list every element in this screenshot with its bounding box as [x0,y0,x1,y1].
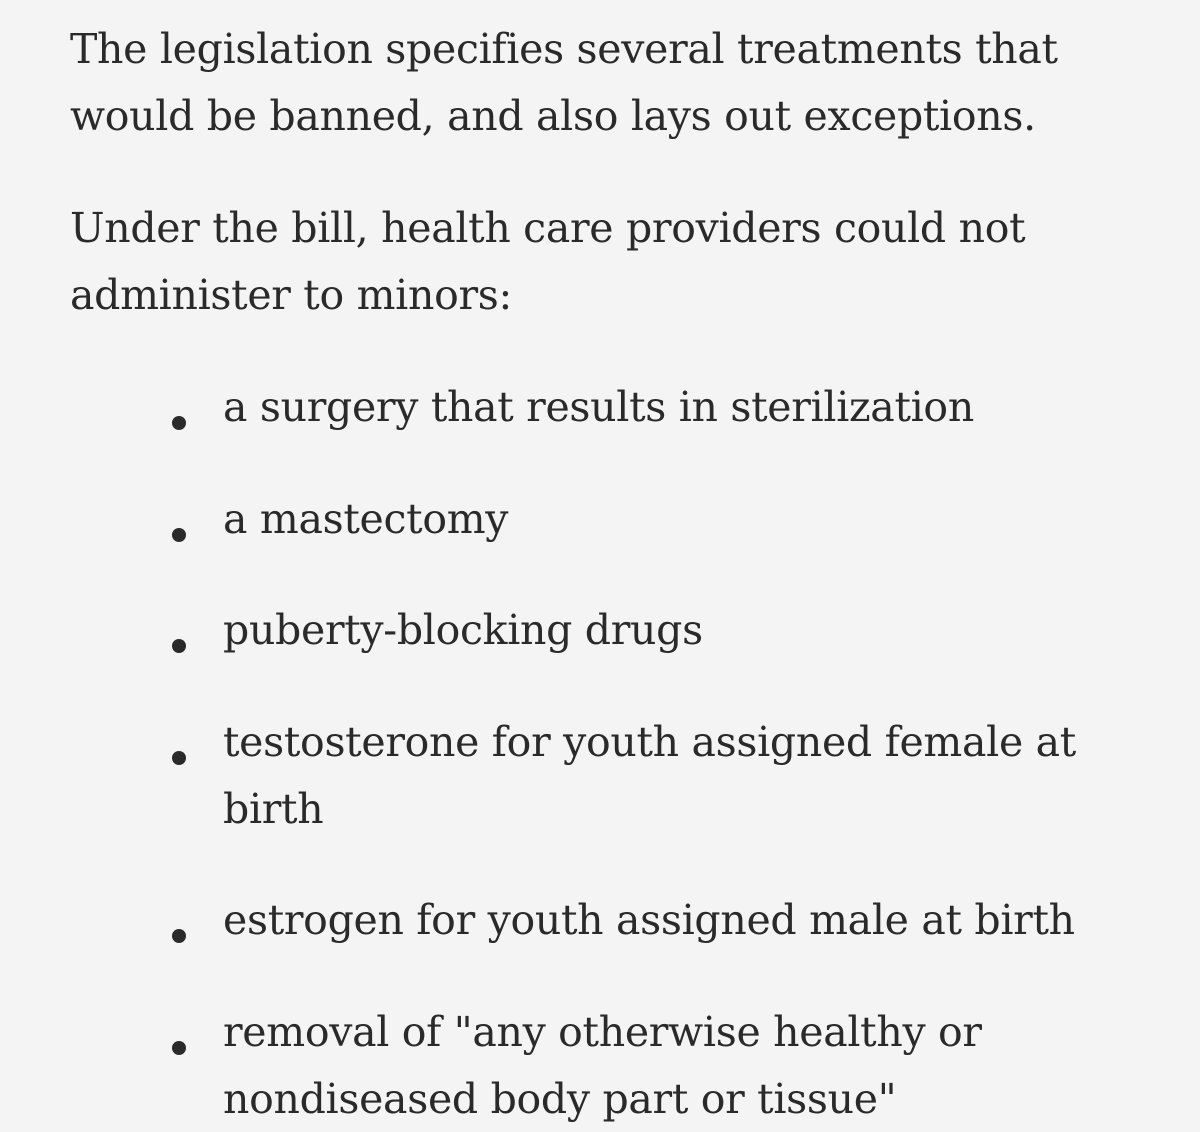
list-item-text: removal of "any otherwise healthy or nondiseased body part or tissue" [223,1008,982,1123]
list-item-text: a mastectomy [223,495,509,543]
paragraph-under-the-bill: Under the bill, health care providers could not administer to minors: [70,204,1026,319]
list-item-text: testosterone for youth assigned female at birth [223,718,1076,833]
list-item-text: a surgery that results in sterilization [223,383,974,431]
list-item-text: estrogen for youth assigned male at birth [223,896,1075,944]
bullet-icon [170,597,190,664]
bullet-icon [170,374,190,441]
paragraph-legislation: The legislation specifies several treatments that would be banned, and also lays out exceptions. [70,25,1058,140]
list-item-text: puberty-blocking drugs [223,606,703,654]
bullet-icon [170,999,190,1066]
bullet-icon [170,709,190,776]
bullet-icon [170,887,190,954]
bullet-icon [170,486,190,553]
